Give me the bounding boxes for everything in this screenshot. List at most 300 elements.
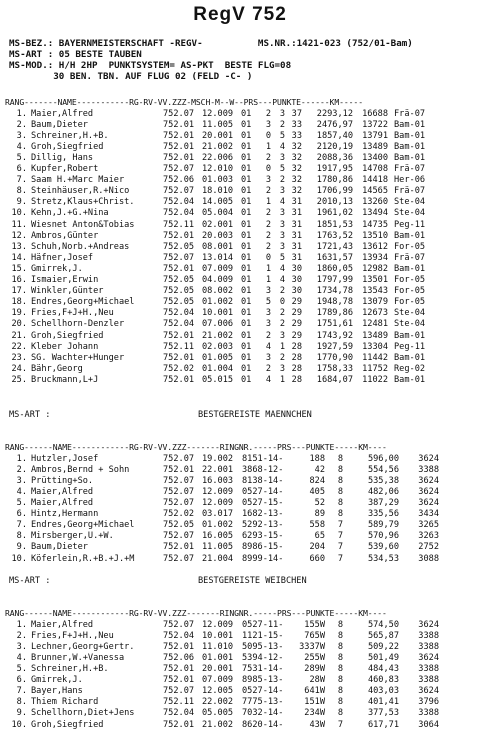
- ring-prefix: 5394-12-: [242, 652, 284, 663]
- prs: 8: [337, 630, 343, 641]
- prs: 32: [291, 175, 302, 186]
- vv-zzz: 12.009: [202, 486, 234, 497]
- fancier-name: Gmirrek,J.: [31, 263, 83, 274]
- prs: 31: [291, 230, 302, 241]
- punkte: 596,00: [367, 453, 399, 464]
- fancier-name: Kehn,J.+G.+Nina: [31, 208, 109, 219]
- punkte: 460,83: [367, 675, 399, 686]
- fancier-name: Lechner,Georg+Gertr.: [31, 641, 135, 652]
- rg-rv: 752.01: [163, 641, 195, 652]
- ring-prefix: 1121-15-: [242, 630, 284, 641]
- m-count: 2: [265, 186, 271, 197]
- rank: 1.: [16, 108, 27, 119]
- rg-rv: 752.07: [163, 453, 195, 464]
- km: 3388: [418, 641, 439, 652]
- prs: 7: [337, 719, 343, 730]
- ring-number: 255W: [304, 652, 325, 663]
- rg-rv: 752.01: [163, 464, 195, 475]
- m-count: 3: [265, 286, 271, 297]
- fancier-name: Stretz,Klaus+Christ.: [31, 197, 135, 208]
- punkte: 1751,61: [316, 319, 353, 330]
- km: 13400: [362, 152, 388, 163]
- punkte: 1948,78: [316, 297, 353, 308]
- competition-header: [9, 38, 479, 82]
- km: 12481: [362, 319, 388, 330]
- ring-number: 89: [314, 509, 325, 520]
- rank: 8.: [16, 186, 27, 197]
- vv-zzz: 19.002: [202, 453, 234, 464]
- msch: 01: [241, 130, 252, 141]
- m-count: 3: [265, 119, 271, 130]
- prs: 8: [337, 509, 343, 520]
- prs: 7: [337, 520, 343, 531]
- msch: 01: [241, 319, 252, 330]
- rg-rv: 752.01: [163, 130, 195, 141]
- fancier-name: Groh,Siegfried: [31, 141, 104, 152]
- km: 13934: [362, 252, 388, 263]
- table-row: [5, 454, 477, 465]
- rg-rv: 752.07: [163, 531, 195, 542]
- vv-zzz: 11.005: [202, 542, 234, 553]
- punkte: 1927,59: [316, 341, 353, 352]
- fancier-name: Groh,Siegfried: [31, 330, 104, 341]
- club: For-05: [394, 297, 426, 308]
- km: 3624: [418, 498, 439, 509]
- km: 13722: [362, 119, 388, 130]
- fancier-name: Baum,Dieter: [31, 542, 88, 553]
- msch: 01: [241, 186, 252, 197]
- males-section-title: [5, 410, 477, 421]
- rg-rv: 752.01: [163, 330, 195, 341]
- table-row: [5, 186, 477, 197]
- ring-number: 641W: [304, 686, 325, 697]
- rg-rv: 752.05: [163, 297, 195, 308]
- m-count: 1: [265, 275, 271, 285]
- prs: 30: [291, 275, 302, 285]
- vv-zzz: 20.001: [202, 130, 234, 141]
- fancier-name: Hutzler,Josef: [31, 453, 99, 464]
- vv-zzz: 20.003: [202, 230, 234, 241]
- rank: 19.: [11, 308, 27, 319]
- ring-number: 43W: [309, 719, 325, 730]
- m-count: 0: [265, 164, 271, 174]
- fancier-name: Mirsberger,U.+W.: [31, 531, 114, 542]
- rank: 6.: [16, 675, 27, 686]
- fancier-name: Dillig, Hans: [31, 152, 94, 163]
- prs: 29: [291, 308, 302, 319]
- vv-zzz: 01.002: [202, 297, 234, 308]
- table-row: [5, 631, 477, 642]
- rank: 8.: [16, 531, 27, 542]
- rg-rv: 752.04: [163, 319, 195, 330]
- m-count: 2: [265, 108, 271, 119]
- club: Frä-07: [394, 108, 426, 119]
- punkte: 535,38: [367, 475, 399, 486]
- w-count: 5: [279, 164, 285, 174]
- fancier-name: Kupfer,Robert: [31, 164, 99, 174]
- punkte: 335,56: [367, 509, 399, 520]
- punkte: 574,50: [367, 619, 399, 630]
- prs: 8: [337, 475, 343, 486]
- table-row: [5, 109, 477, 120]
- punkte: 570,96: [367, 531, 399, 542]
- fancier-name: Bruckmann,L+J: [31, 374, 99, 385]
- ring-number: 765W: [304, 630, 325, 641]
- w-count: 4: [279, 275, 285, 285]
- km: 3624: [418, 619, 439, 630]
- fancier-name: Ismaier,Erwin: [31, 275, 99, 285]
- ring-number: 824: [309, 475, 325, 486]
- w-count: 5: [279, 130, 285, 141]
- prs: 8: [337, 486, 343, 497]
- km: 14565: [362, 186, 388, 197]
- km: 13543: [362, 286, 388, 297]
- rank: 7.: [16, 175, 27, 186]
- fancier-name: Schreiner,H.+B.: [31, 130, 109, 141]
- msch: 01: [241, 219, 252, 230]
- table-row: [5, 476, 477, 487]
- fancier-name: Schuh,Norb.+Andreas: [31, 241, 130, 252]
- rank: 22.: [11, 341, 27, 352]
- club: For-05: [394, 286, 426, 297]
- km: 3388: [418, 630, 439, 641]
- punkte: 1789,86: [316, 308, 353, 319]
- table-row: [5, 487, 477, 498]
- rg-rv: 752.05: [163, 286, 195, 297]
- vv-zzz: 07.006: [202, 319, 234, 330]
- fancier-name: SG. Wachter+Hunger: [31, 352, 125, 363]
- m-count: 4: [265, 341, 271, 352]
- club: Ste-04: [394, 308, 426, 319]
- fancier-name: Maier,Alfred: [31, 486, 94, 497]
- ring-prefix: 7531-14-: [242, 664, 284, 675]
- m-count: 3: [265, 175, 271, 186]
- fancier-name: Schreiner,H.+B.: [31, 664, 109, 675]
- rg-rv: 752.11: [163, 697, 195, 708]
- table-row: [5, 708, 477, 719]
- rg-rv: 752.01: [163, 542, 195, 553]
- rank: 2.: [16, 119, 27, 130]
- vv-zzz: 10.001: [202, 630, 234, 641]
- km: 12673: [362, 308, 388, 319]
- club: Reg-02: [394, 363, 426, 374]
- ring-number: 188: [309, 453, 325, 464]
- page-title: RegV 752: [193, 4, 287, 25]
- punkte: 1797,99: [316, 275, 353, 285]
- km: 13494: [362, 208, 388, 219]
- fancier-name: Ambros,Günter: [31, 230, 99, 241]
- vv-zzz: 11.010: [202, 641, 234, 652]
- table-row: [5, 554, 477, 565]
- punkte: 1631,57: [316, 252, 353, 263]
- w-count: 1: [279, 341, 285, 352]
- rg-rv: 752.05: [163, 241, 195, 252]
- msch: 01: [241, 230, 252, 241]
- table-row: [5, 686, 477, 697]
- ring-prefix: 0527-11-: [242, 619, 284, 630]
- m-count: 2: [265, 219, 271, 230]
- table-row: [5, 308, 477, 319]
- rg-rv: 752.01: [163, 141, 195, 152]
- fancier-name: Fries,F+J+H.,Neu: [31, 308, 114, 319]
- club: Bam-01: [394, 352, 426, 363]
- ring-number: 660: [309, 553, 325, 564]
- vv-zzz: 16.005: [202, 531, 234, 542]
- rg-rv: 752.07: [163, 498, 195, 509]
- vv-zzz: 04.009: [202, 275, 234, 285]
- club: Peg-11: [394, 219, 426, 230]
- rank: 7.: [16, 686, 27, 697]
- km: 11022: [362, 374, 388, 385]
- vv-zzz: 01.003: [202, 175, 234, 186]
- fancier-name: Endres,Georg+Michael: [31, 520, 135, 531]
- table-row: [5, 164, 477, 175]
- fancier-name: Häfner,Josef: [31, 252, 94, 263]
- rank: 9.: [16, 708, 27, 719]
- prs: 28: [291, 341, 302, 352]
- vv-zzz: 08.002: [202, 286, 234, 297]
- km: 3624: [418, 686, 439, 697]
- rg-rv: 752.11: [163, 219, 195, 230]
- km: 13791: [362, 130, 388, 141]
- ring-number: 52: [314, 498, 325, 509]
- rank: 3.: [16, 475, 27, 486]
- table-row: [5, 498, 477, 509]
- w-count: 3: [279, 230, 285, 241]
- ring-prefix: 0527-15-: [242, 498, 284, 509]
- vv-zzz: 01.004: [202, 363, 234, 374]
- prs: 29: [291, 330, 302, 341]
- ring-number: 3337W: [299, 641, 325, 652]
- punkte: 1763,52: [316, 230, 353, 241]
- prs: 8: [337, 652, 343, 663]
- prs: 29: [291, 319, 302, 330]
- ring-prefix: 8985-13-: [242, 675, 284, 686]
- fancier-name: Fries,F+J+H.,Neu: [31, 630, 114, 641]
- rg-rv: 752.04: [163, 308, 195, 319]
- vv-zzz: 20.001: [202, 664, 234, 675]
- punkte: 401,41: [367, 697, 399, 708]
- prs: 29: [291, 297, 302, 308]
- table-row: [5, 642, 477, 653]
- ring-number: 151W: [304, 697, 325, 708]
- header-line-4: 30 BEN. TBN. AUF FLUG 02 (FELD -C- ): [9, 71, 253, 83]
- msch: 01: [241, 308, 252, 319]
- vv-zzz: 12.009: [202, 619, 234, 630]
- vv-zzz: 03.017: [202, 509, 234, 520]
- km: 13260: [362, 197, 388, 208]
- punkte: 1961,02: [316, 208, 353, 219]
- rank: 5.: [16, 498, 27, 509]
- w-count: 2: [279, 352, 285, 363]
- rank: 13.: [11, 241, 27, 252]
- rg-rv: 752.01: [163, 374, 195, 385]
- club: Ste-04: [394, 197, 426, 208]
- fancier-name: Brunner,W.+Vanessa: [31, 652, 125, 663]
- km: 3388: [418, 708, 439, 719]
- vv-zzz: 11.005: [202, 119, 234, 130]
- punkte: 482,06: [367, 486, 399, 497]
- punkte: 1734,78: [316, 286, 353, 297]
- table-row: [5, 319, 477, 330]
- vv-zzz: 01.005: [202, 352, 234, 363]
- km: 3388: [418, 664, 439, 675]
- rank: 24.: [11, 363, 27, 374]
- km: 13501: [362, 275, 388, 285]
- vv-zzz: 02.001: [202, 219, 234, 230]
- rank: 11.: [11, 219, 27, 230]
- m-count: 1: [265, 197, 271, 208]
- msch: 01: [241, 208, 252, 219]
- fancier-name: Winkler,Günter: [31, 286, 104, 297]
- rank: 16.: [11, 275, 27, 285]
- prs: 30: [291, 286, 302, 297]
- rank: 8.: [16, 697, 27, 708]
- club: Bam-01: [394, 263, 426, 274]
- prs: 33: [291, 130, 302, 141]
- msch: 01: [241, 374, 252, 385]
- vv-zzz: 07.009: [202, 675, 234, 686]
- rank: 4.: [16, 141, 27, 152]
- table-row: [5, 664, 477, 675]
- ring-number: 155W: [304, 619, 325, 630]
- table-row: [5, 542, 477, 553]
- fancier-name: Prütting+So.: [31, 475, 94, 486]
- km: 14708: [362, 164, 388, 174]
- club: Bam-01: [394, 130, 426, 141]
- prs: 8: [337, 708, 343, 719]
- w-count: 5: [279, 252, 285, 263]
- rg-rv: 752.01: [163, 230, 195, 241]
- rank: 1.: [16, 453, 27, 464]
- vv-zzz: 05.005: [202, 708, 234, 719]
- punkte: 2088,36: [316, 152, 353, 163]
- club: Ste-04: [394, 319, 426, 330]
- ring-prefix: 5095-13-: [242, 641, 284, 652]
- vv-zzz: 01.001: [202, 652, 234, 663]
- w-count: 2: [279, 119, 285, 130]
- punkte: 2476,97: [316, 119, 353, 130]
- rank: 4.: [16, 652, 27, 663]
- punkte: 1770,90: [316, 352, 353, 363]
- rank: 10.: [11, 719, 27, 730]
- rank: 6.: [16, 164, 27, 174]
- msch: 01: [241, 297, 252, 308]
- km: 3624: [418, 486, 439, 497]
- prs: 8: [337, 464, 343, 475]
- km: 12982: [362, 263, 388, 274]
- punkte: 1857,40: [316, 130, 353, 141]
- punkte: 617,71: [367, 719, 399, 730]
- rg-rv: 752.01: [163, 152, 195, 163]
- fancier-name: Schellhorn-Denzler: [31, 319, 125, 330]
- vv-zzz: 22.006: [202, 152, 234, 163]
- m-count: 2: [265, 208, 271, 219]
- club: Bam-01: [394, 152, 426, 163]
- fancier-name: Groh,Siegfried: [31, 719, 104, 730]
- ring-prefix: 8986-15-: [242, 542, 284, 553]
- w-count: 3: [279, 241, 285, 252]
- main-table-header: RANG-------NAME-----------RG-RV-VV.ZZZ-MSCH-M--W--PRS---PUNKTE------KM-----: [5, 97, 363, 107]
- vv-zzz: 12.005: [202, 686, 234, 697]
- prs: 32: [291, 152, 302, 163]
- prs: 7: [337, 531, 343, 542]
- w-count: 3: [279, 108, 285, 119]
- table-row: [5, 220, 477, 231]
- vv-zzz: 14.005: [202, 197, 234, 208]
- w-count: 3: [279, 186, 285, 197]
- msch: 01: [241, 119, 252, 130]
- punkte: 1684,07: [316, 374, 353, 385]
- punkte: 2010,13: [316, 197, 353, 208]
- ring-number: 42: [314, 464, 325, 475]
- prs: 31: [291, 197, 302, 208]
- vv-zzz: 12.010: [202, 164, 234, 174]
- ring-prefix: 7775-13-: [242, 697, 284, 708]
- rank: 18.: [11, 297, 27, 308]
- msch: 01: [241, 263, 252, 274]
- rank: 7.: [16, 520, 27, 531]
- prs: 33: [291, 119, 302, 130]
- rank: 5.: [16, 152, 27, 163]
- w-count: 4: [279, 197, 285, 208]
- prs: 32: [291, 164, 302, 174]
- rank: 2.: [16, 464, 27, 475]
- fancier-name: Saam H.+Marc Maier: [31, 175, 125, 186]
- rank: 25.: [11, 374, 27, 385]
- msch: 01: [241, 141, 252, 152]
- fancier-name: Hintz,Hermann: [31, 509, 99, 520]
- m-count: 2: [265, 241, 271, 252]
- vv-zzz: 22.001: [202, 464, 234, 475]
- prs: 28: [291, 374, 302, 385]
- vv-zzz: 10.001: [202, 308, 234, 319]
- m-count: 0: [265, 252, 271, 263]
- rank: 2.: [16, 630, 27, 641]
- rg-rv: 752.07: [163, 686, 195, 697]
- prs: 8: [337, 619, 343, 630]
- ring-prefix: 0527-14-: [242, 486, 284, 497]
- rg-rv: 752.01: [163, 664, 195, 675]
- table-row: [5, 509, 477, 520]
- prs: 31: [291, 241, 302, 252]
- prs: 8: [337, 498, 343, 509]
- punkte: 501,49: [367, 652, 399, 663]
- ring-prefix: 1682-13-: [242, 509, 284, 520]
- fancier-name: Baum,Dieter: [31, 119, 88, 130]
- punkte: 484,43: [367, 664, 399, 675]
- rank: 15.: [11, 263, 27, 274]
- msch: 01: [241, 241, 252, 252]
- punkte: 1706,99: [316, 186, 353, 197]
- rg-rv: 752.04: [163, 630, 195, 641]
- fancier-name: Bayer,Hans: [31, 686, 83, 697]
- rg-rv: 752.05: [163, 275, 195, 285]
- rank: 10.: [11, 553, 27, 564]
- rg-rv: 752.07: [163, 553, 195, 564]
- punkte: 589,79: [367, 520, 399, 531]
- km: 14735: [362, 219, 388, 230]
- km: 3388: [418, 464, 439, 475]
- rg-rv: 752.01: [163, 675, 195, 686]
- w-count: 4: [279, 263, 285, 274]
- msch: 01: [241, 152, 252, 163]
- km: 13079: [362, 297, 388, 308]
- fancier-name: Bähr,Georg: [31, 363, 83, 374]
- rg-rv: 752.04: [163, 208, 195, 219]
- rg-rv: 752.06: [163, 175, 195, 186]
- w-count: 3: [279, 219, 285, 230]
